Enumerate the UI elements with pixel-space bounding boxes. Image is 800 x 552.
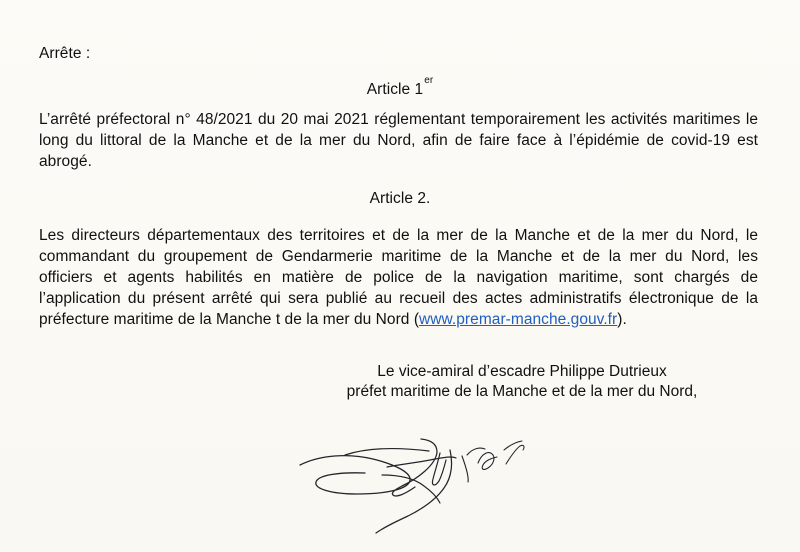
article-2-line-1: Les directeurs départementaux des territoires et de la mer de la Manche et de la mer du Nord, le	[39, 227, 758, 244]
article-1-title-text: Article 1	[366, 81, 424, 98]
article-1-line-3: abrogé.	[39, 153, 92, 170]
signature-block	[332, 362, 712, 402]
article-2-line-5-suffix: ).	[617, 311, 627, 328]
signatory-title-line-2: préfet maritime de la Manche et de la mer du Nord,	[346, 383, 698, 400]
article-2-title: Article 2.	[369, 190, 431, 207]
decree-heading: Arrête :	[39, 45, 91, 62]
article-1-superscript: er	[424, 74, 434, 86]
article-2-line-5-prefix: préfecture maritime de la Manche t de la mer du Nord (	[39, 311, 420, 328]
article-2-line-4: l’application du présent arrêté qui sera publié au recueil des actes administratifs électronique de la	[39, 290, 758, 307]
article-2-line-2: commandant du groupement de Gendarmerie maritime de la Manche et de la mer du Nord, les	[39, 248, 758, 265]
handwritten-signature	[292, 420, 547, 535]
signatory-title-line-1: Le vice-amiral d’escadre Philippe Dutrieux	[377, 363, 667, 380]
article-1-line-1: L’arrêté préfectoral n° 48/2021 du 20 mai 2021 réglementant temporairement les activités maritimes le	[39, 111, 758, 128]
article-2-line-5	[39, 310, 627, 330]
article-2-line-3: officiers et agents habilités en matière de police de la navigation maritime, sont chargés de	[39, 269, 758, 286]
premar-website-link[interactable]: www.premar-manche.gouv.fr	[419, 311, 618, 328]
article-1-title	[0, 74, 800, 100]
article-1-line-2: long du littoral de la Manche et de la mer du Nord, afin de faire face à l’épidémie de covid-19 est	[39, 132, 758, 149]
